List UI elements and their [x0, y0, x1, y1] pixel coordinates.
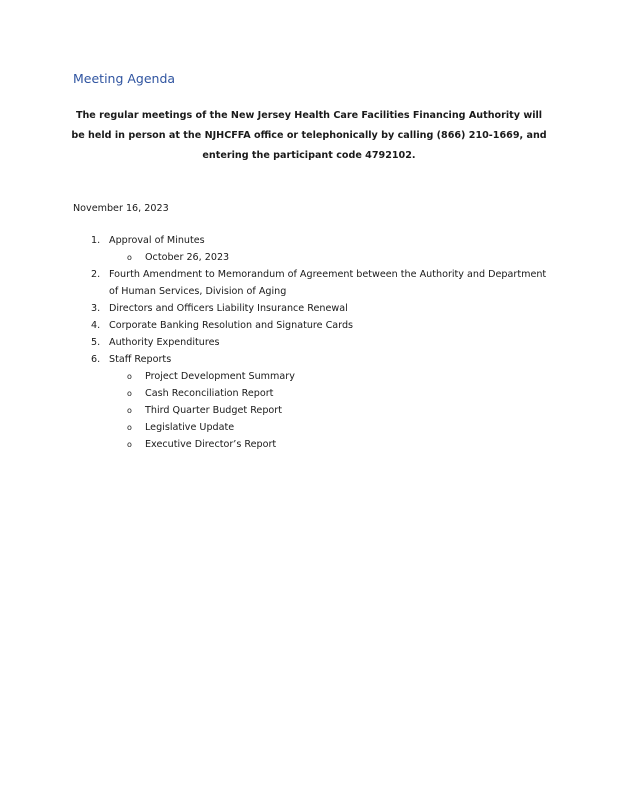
agenda-sub-list [109, 249, 553, 266]
agenda-list [73, 232, 553, 453]
agenda-item-number: 6. [91, 354, 101, 365]
agenda-sub-item [109, 436, 553, 453]
agenda-item-number: 4. [91, 320, 101, 331]
meeting-notice: The regular meetings of the New Jersey Health Care Facilities Financing Authority will be held in person at the NJHCFFA office or telephonically by calling (866) 210-1669, and entering the participant code 4792102. [71, 110, 547, 161]
agenda-item-text: Fourth Amendment to Memorandum of Agreement between the Authority and Department of Human Services, Division of Aging [109, 269, 547, 297]
circle-bullet-icon: o [127, 440, 132, 449]
circle-bullet-icon: o [127, 423, 132, 432]
circle-bullet-icon: o [127, 389, 132, 398]
agenda-sub-item [109, 402, 553, 419]
agenda-sub-item [109, 385, 553, 402]
agenda-item-text: Authority Expenditures [109, 337, 220, 348]
page-title: Meeting Agenda [73, 71, 176, 86]
agenda-sub-item-text: Executive Director’s Report [145, 439, 277, 450]
agenda-item [73, 300, 553, 317]
agenda-item-number: 5. [91, 337, 101, 348]
circle-bullet-icon: o [127, 406, 132, 415]
circle-bullet-icon: o [127, 372, 132, 381]
agenda-sub-item-text: Third Quarter Budget Report [145, 405, 282, 416]
agenda-item [73, 334, 553, 351]
agenda-sub-item [109, 249, 553, 266]
agenda-item-number: 2. [91, 269, 101, 280]
agenda-sub-item [109, 368, 553, 385]
agenda-sub-item-text: Project Development Summary [145, 371, 295, 382]
agenda-sub-item-text: Legislative Update [145, 422, 235, 433]
agenda-item-text: Approval of Minutes [109, 235, 205, 246]
agenda-sub-item-text: Cash Reconciliation Report [145, 388, 274, 399]
agenda-item [73, 232, 553, 266]
meeting-date: November 16, 2023 [73, 203, 169, 214]
agenda-sub-item [109, 419, 553, 436]
agenda-item-text: Corporate Banking Resolution and Signature Cards [109, 320, 354, 331]
agenda-item [73, 351, 553, 453]
agenda-item-text: Directors and Officers Liability Insurance Renewal [109, 303, 348, 314]
agenda-item-text: Staff Reports [109, 354, 172, 365]
agenda-sub-list [109, 368, 553, 453]
circle-bullet-icon: o [127, 253, 132, 262]
agenda-item-number: 1. [91, 235, 101, 246]
agenda-item [73, 266, 553, 300]
agenda-sub-item-text: October 26, 2023 [145, 252, 230, 263]
agenda-item [73, 317, 553, 334]
agenda-item-number: 3. [91, 303, 101, 314]
